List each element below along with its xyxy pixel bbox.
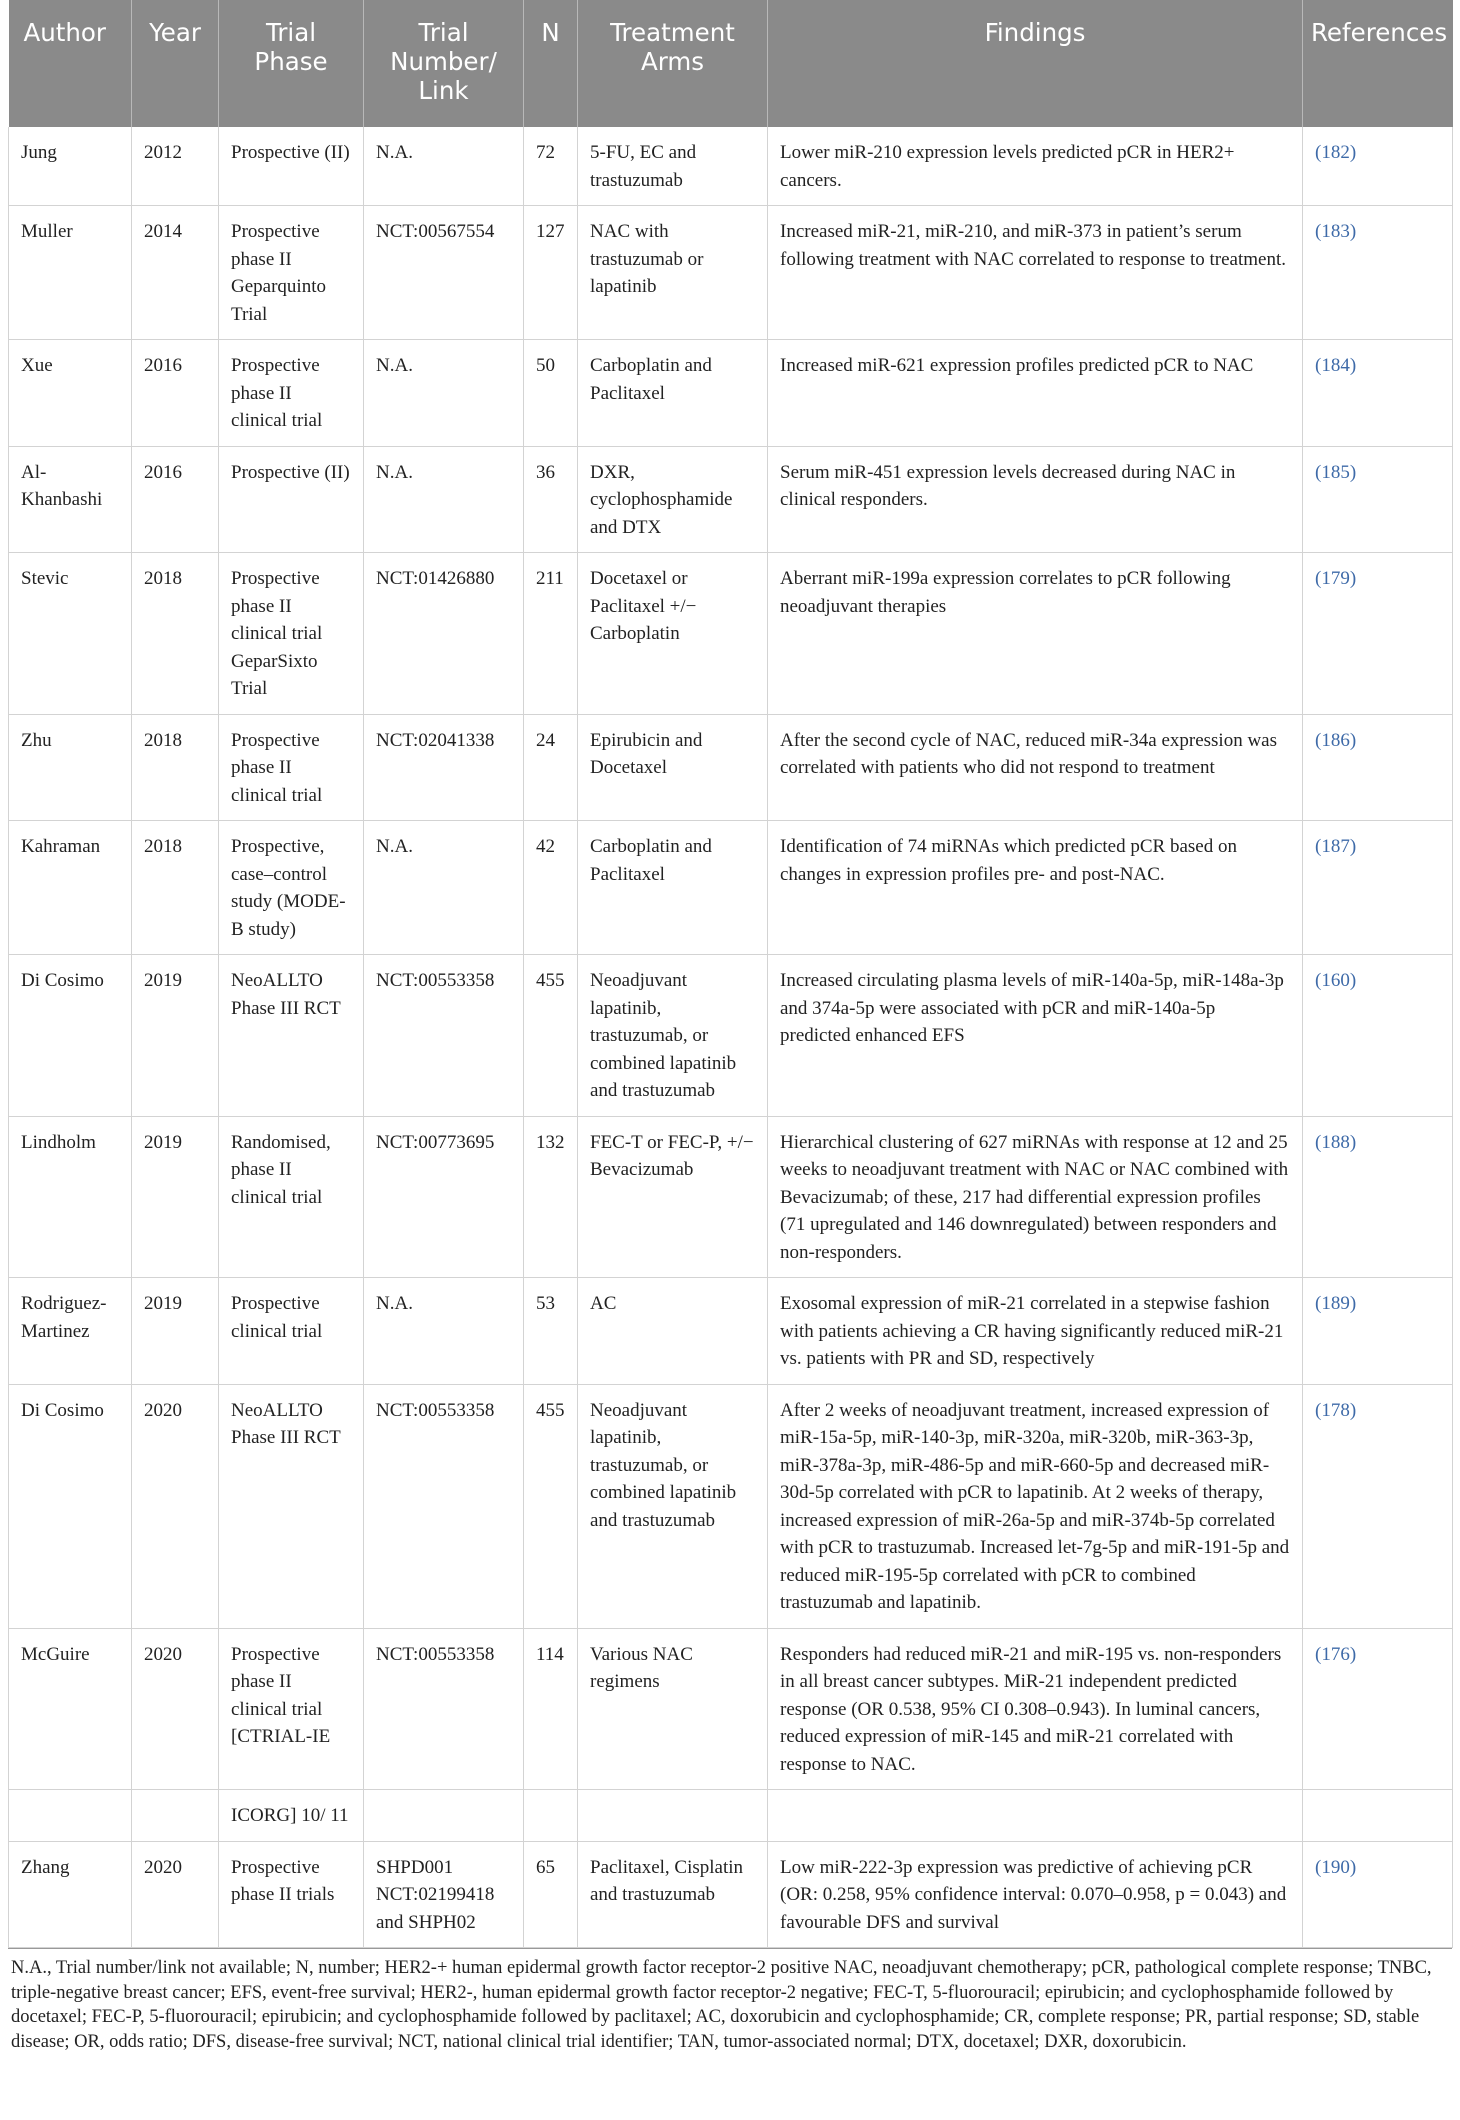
cell-phase: NeoALLTO Phase III RCT	[219, 955, 364, 1117]
cell-phase: Prospective (II)	[219, 446, 364, 553]
cell-author: Zhang	[9, 1841, 132, 1948]
table-body	[9, 127, 1453, 1948]
cell-author: Xue	[9, 340, 132, 447]
cell-trial: SHPD001 NCT:02199418 and SHPH02	[364, 1841, 524, 1948]
cell-author: Di Cosimo	[9, 955, 132, 1117]
cell-phase: Prospective (II)	[219, 127, 364, 206]
cell-phase: Prospective phase II clinical trial [CTRIAL-IE	[219, 1628, 364, 1790]
cell-year: 2018	[132, 553, 219, 715]
reference-link[interactable]: (183)	[1303, 206, 1453, 340]
cell-n: 65	[524, 1841, 578, 1948]
reference-link[interactable]: (160)	[1303, 955, 1453, 1117]
cell-phase: NeoALLTO Phase III RCT	[219, 1384, 364, 1628]
table-row	[9, 1278, 1453, 1385]
cell-n: 24	[524, 714, 578, 821]
cell-arms: Neoadjuvant lapatinib, trastuzumab, or combined lapatinib and trastuzumab	[578, 1384, 768, 1628]
cell-phase: Prospective, case–control study (MODE-B study)	[219, 821, 364, 955]
table-row	[9, 340, 1453, 447]
cell-author: Muller	[9, 206, 132, 340]
cell-author: Kahraman	[9, 821, 132, 955]
cell-findings: Exosomal expression of miR-21 correlated in a stepwise fashion with patients achieving a CR having significantly reduced miR-21 vs. patients with PR and SD, respectively	[768, 1278, 1303, 1385]
cell-arms: Neoadjuvant lapatinib, trastuzumab, or combined lapatinib and trastuzumab	[578, 955, 768, 1117]
reference-link[interactable]: (178)	[1303, 1384, 1453, 1628]
cell-year: 2020	[132, 1384, 219, 1628]
cell-findings: Increased circulating plasma levels of miR-140a-5p, miR-148a-3p and 374a-5p were associated with pCR and miR-140a-5p predicted enhanced EFS	[768, 955, 1303, 1117]
cell-arms: Carboplatin and Paclitaxel	[578, 340, 768, 447]
cell-findings: Increased miR-21, miR-210, and miR-373 in patient’s serum following treatment with NAC correlated to response to treatment.	[768, 206, 1303, 340]
cell-author: Jung	[9, 127, 132, 206]
reference-link[interactable]: (184)	[1303, 340, 1453, 447]
cell-trial: NCT:00553358	[364, 1384, 524, 1628]
cell-findings: Lower miR-210 expression levels predicted pCR in HER2+ cancers.	[768, 127, 1303, 206]
cell-phase: Prospective phase II clinical trial	[219, 340, 364, 447]
cell-trial: N.A.	[364, 446, 524, 553]
table-row	[9, 446, 1453, 553]
table-header	[9, 0, 1453, 127]
cell-findings: After 2 weeks of neoadjuvant treatment, increased expression of miR-15a-5p, miR-140-3p, miR-320a, miR-320b, miR-363-3p, miR-378a-3p, miR-486-5p and miR-660-5p and decreased miR-30d-5p correlated with pCR to lapatinib. At 2 weeks of therapy, increased expression of miR-26a-5p and miR-374b-5p correlated with pCR to trastuzumab. Increased let-7g-5p and miR-191-5p and reduced miR-195-5p correlated with pCR to combined trastuzumab and lapatinib.	[768, 1384, 1303, 1628]
cell-n: 50	[524, 340, 578, 447]
cell-trial: NCT:00553358	[364, 1628, 524, 1790]
reference-link[interactable]: (185)	[1303, 446, 1453, 553]
table-container	[8, 0, 1452, 2054]
table-row	[9, 1628, 1453, 1790]
cell-author: Rodriguez-Martinez	[9, 1278, 132, 1385]
cell-phase: Randomised, phase II clinical trial	[219, 1116, 364, 1278]
cell-findings: Increased miR-621 expression profiles predicted pCR to NAC	[768, 340, 1303, 447]
cell-n: 53	[524, 1278, 578, 1385]
cell-author: McGuire	[9, 1628, 132, 1790]
reference-link[interactable]: (186)	[1303, 714, 1453, 821]
cell-phase: Prospective phase II clinical trial	[219, 714, 364, 821]
cell-arms: Epirubicin and Docetaxel	[578, 714, 768, 821]
cell-arms: DXR, cyclophosphamide and DTX	[578, 446, 768, 553]
cell-findings: Responders had reduced miR-21 and miR-195 vs. non-responders in all breast cancer subtypes. MiR-21 independent predicted response (OR 0.538, 95% CI 0.308–0.943). In luminal cancers, reduced expression of miR-145 and miR-21 correlated with response to NAC.	[768, 1628, 1303, 1790]
cell-phase: Prospective clinical trial	[219, 1278, 364, 1385]
cell-n: 455	[524, 955, 578, 1117]
cell-year: 2020	[132, 1841, 219, 1948]
cell-arms: 5-FU, EC and trastuzumab	[578, 127, 768, 206]
reference-link[interactable]: (176)	[1303, 1628, 1453, 1790]
header-treatment-arms: Treatment Arms	[578, 0, 768, 127]
cell-arms: AC	[578, 1278, 768, 1385]
cell-n: 211	[524, 553, 578, 715]
cell-year	[132, 1790, 219, 1842]
cell-year: 2018	[132, 714, 219, 821]
table-row	[9, 821, 1453, 955]
cell-findings: Identification of 74 miRNAs which predicted pCR based on changes in expression profiles pre- and post-NAC.	[768, 821, 1303, 955]
cell-trial: NCT:02041338	[364, 714, 524, 821]
table-footnote: N.A., Trial number/link not available; N, number; HER2-+ human epidermal growth factor receptor-2 positive NAC, neoadjuvant chemotherapy; pCR, pathological complete response; TNBC, triple-negative breast cancer; EFS, event-free survival; HER2-, human epidermal growth factor receptor-2 negative; FEC-T, 5-fluorouracil; epirubicin; and cyclophosphamide followed by docetaxel; FEC-P, 5-fluorouracil; epirubicin; and cyclophosphamide followed by paclitaxel; AC, doxorubicin and cyclophosphamide; CR, complete response; PR, partial response; SD, stable disease; OR, odds ratio; DFS, disease-free survival; NCT, national clinical trial identifier; TAN, tumor-associated normal; DTX, docetaxel; DXR, doxorubicin.	[8, 1948, 1452, 2054]
cell-phase: Prospective phase II clinical trial GeparSixto Trial	[219, 553, 364, 715]
table-row	[9, 1116, 1453, 1278]
reference-link[interactable]: (188)	[1303, 1116, 1453, 1278]
cell-trial: N.A.	[364, 127, 524, 206]
cell-arms: Carboplatin and Paclitaxel	[578, 821, 768, 955]
cell-author: Stevic	[9, 553, 132, 715]
cell-trial: N.A.	[364, 1278, 524, 1385]
mirna-trials-table	[8, 0, 1453, 1948]
reference-link[interactable]: (187)	[1303, 821, 1453, 955]
cell-findings: Low miR-222-3p expression was predictive of achieving pCR (OR: 0.258, 95% confidence interval: 0.070–0.958, p = 0.043) and favourable DFS and survival	[768, 1841, 1303, 1948]
cell-year: 2012	[132, 127, 219, 206]
header-author: Author	[9, 0, 132, 127]
header-findings: Findings	[768, 0, 1303, 127]
header-row	[9, 0, 1453, 127]
cell-trial: N.A.	[364, 340, 524, 447]
cell-year: 2019	[132, 1116, 219, 1278]
table-row	[9, 553, 1453, 715]
cell-year: 2019	[132, 1278, 219, 1385]
cell-n: 132	[524, 1116, 578, 1278]
cell-author	[9, 1790, 132, 1842]
cell-n: 127	[524, 206, 578, 340]
cell-author: Al-Khanbashi	[9, 446, 132, 553]
cell-phase: ICORG] 10/ 11	[219, 1790, 364, 1842]
table-row	[9, 127, 1453, 206]
table-row	[9, 955, 1453, 1117]
cell-trial: NCT:00567554	[364, 206, 524, 340]
cell-phase: Prospective phase II trials	[219, 1841, 364, 1948]
cell-n: 72	[524, 127, 578, 206]
cell-findings: Serum miR-451 expression levels decreased during NAC in clinical responders.	[768, 446, 1303, 553]
cell-arms: Docetaxel or Paclitaxel +/− Carboplatin	[578, 553, 768, 715]
reference-link[interactable]: (182)	[1303, 127, 1453, 206]
cell-phase: Prospective phase II Geparquinto Trial	[219, 206, 364, 340]
cell-year: 2020	[132, 1628, 219, 1790]
header-trial-number: Trial Number/ Link	[364, 0, 524, 127]
reference-link[interactable]: (179)	[1303, 553, 1453, 715]
table-row	[9, 1384, 1453, 1628]
cell-findings	[768, 1790, 1303, 1842]
cell-n: 42	[524, 821, 578, 955]
reference-link[interactable]	[1303, 1790, 1453, 1842]
cell-arms: FEC-T or FEC-P, +/− Bevacizumab	[578, 1116, 768, 1278]
cell-trial	[364, 1790, 524, 1842]
header-trial-phase: Trial Phase	[219, 0, 364, 127]
reference-link[interactable]: (189)	[1303, 1278, 1453, 1385]
cell-findings: Aberrant miR-199a expression correlates to pCR following neoadjuvant therapies	[768, 553, 1303, 715]
cell-findings: Hierarchical clustering of 627 miRNAs with response at 12 and 25 weeks to neoadjuvant treatment with NAC or NAC combined with Bevacizumab; of these, 217 had differential expression profiles (71 upregulated and 146 downregulated) between responders and non-responders.	[768, 1116, 1303, 1278]
table-row	[9, 714, 1453, 821]
cell-author: Lindholm	[9, 1116, 132, 1278]
table-row	[9, 1790, 1453, 1842]
cell-year: 2016	[132, 446, 219, 553]
cell-n	[524, 1790, 578, 1842]
table-row	[9, 206, 1453, 340]
cell-findings: After the second cycle of NAC, reduced miR-34a expression was correlated with patients who did not respond to treatment	[768, 714, 1303, 821]
table-row	[9, 1841, 1453, 1948]
cell-year: 2018	[132, 821, 219, 955]
cell-author: Di Cosimo	[9, 1384, 132, 1628]
cell-arms: NAC with trastuzumab or lapatinib	[578, 206, 768, 340]
header-references: References	[1303, 0, 1453, 127]
cell-n: 36	[524, 446, 578, 553]
cell-year: 2019	[132, 955, 219, 1117]
cell-n: 455	[524, 1384, 578, 1628]
cell-year: 2014	[132, 206, 219, 340]
cell-arms	[578, 1790, 768, 1842]
cell-trial: N.A.	[364, 821, 524, 955]
cell-author: Zhu	[9, 714, 132, 821]
cell-trial: NCT:01426880	[364, 553, 524, 715]
cell-arms: Paclitaxel, Cisplatin and trastuzumab	[578, 1841, 768, 1948]
cell-n: 114	[524, 1628, 578, 1790]
cell-arms: Various NAC regimens	[578, 1628, 768, 1790]
cell-year: 2016	[132, 340, 219, 447]
cell-trial: NCT:00773695	[364, 1116, 524, 1278]
header-year: Year	[132, 0, 219, 127]
cell-trial: NCT:00553358	[364, 955, 524, 1117]
reference-link[interactable]: (190)	[1303, 1841, 1453, 1948]
header-n: N	[524, 0, 578, 127]
